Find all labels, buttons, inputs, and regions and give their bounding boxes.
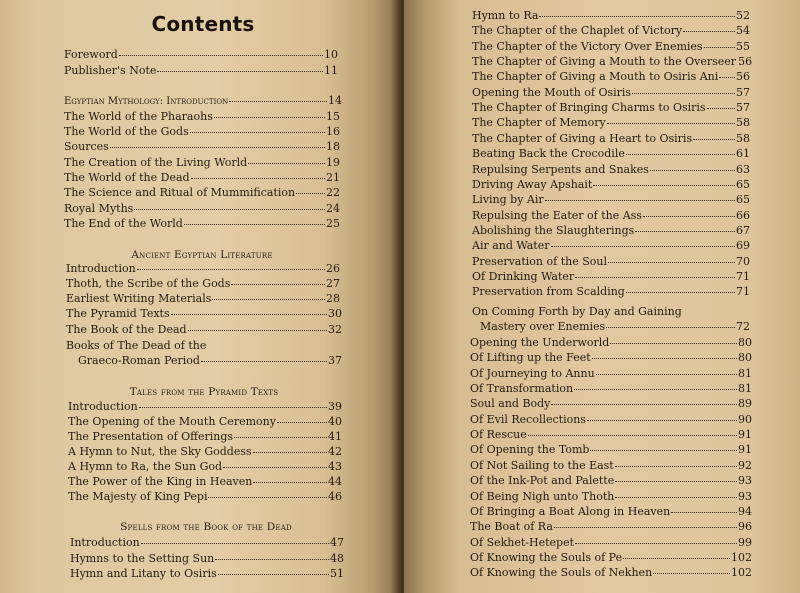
- entry-page: 81: [738, 366, 752, 380]
- dot-leader: [707, 108, 735, 109]
- toc-entry: [470, 536, 752, 550]
- dot-leader: [253, 452, 327, 453]
- entry-page: 72: [736, 320, 750, 333]
- toc-entry: [472, 239, 750, 253]
- entry-page: 102: [731, 566, 752, 580]
- toc-entry: [472, 163, 750, 177]
- entry-title: The Power of the King in Heaven: [68, 475, 253, 488]
- entry-page: 15: [326, 110, 340, 123]
- dot-leader: [635, 231, 735, 232]
- dot-leader: [719, 77, 735, 78]
- dot-leader: [610, 343, 737, 344]
- entry-title: Of Bringing a Boat Along in Heaven: [470, 504, 671, 518]
- section-heading: Spells from the Book of the Dead: [120, 521, 292, 533]
- dot-leader: [623, 558, 730, 559]
- dot-leader: [606, 327, 735, 328]
- entry-page: 71: [736, 269, 750, 283]
- dot-leader: [214, 117, 325, 118]
- entry-page: 11: [324, 64, 338, 77]
- entry-page: 71: [736, 285, 750, 299]
- dot-leader: [296, 193, 325, 194]
- toc-entry: [66, 277, 340, 291]
- page-title: Contents: [151, 12, 255, 36]
- toc-entry: [472, 86, 750, 100]
- entry-title: Living by Air: [472, 193, 544, 207]
- entry-title: The Chapter of the Chaplet of Victory: [472, 24, 683, 38]
- entry-title: The World of the Gods: [64, 125, 189, 138]
- toc-entry: [470, 367, 752, 381]
- entry-title: The Chapter of Giving a Mouth to the Overseer: [472, 55, 737, 69]
- toc-entry: [470, 413, 752, 427]
- toc-entry: [64, 156, 340, 170]
- dot-leader: [626, 154, 735, 155]
- dot-leader: [528, 435, 737, 436]
- toc-entry: [470, 336, 752, 350]
- dot-leader: [671, 512, 737, 513]
- dot-leader: [229, 101, 327, 102]
- toc-entry: [472, 101, 750, 115]
- entry-title: The Book of the Dead: [66, 323, 187, 336]
- entry-page: 37: [328, 354, 342, 367]
- entry-title-line1: On Coming Forth by Day and Gaining: [472, 305, 682, 318]
- toc-entry: [472, 270, 750, 284]
- entry-page: 56: [736, 70, 750, 84]
- dot-leader: [248, 163, 325, 164]
- dot-leader: [607, 123, 735, 124]
- dot-leader: [683, 31, 735, 32]
- dot-leader: [653, 573, 730, 574]
- entry-page: 91: [738, 428, 752, 442]
- entry-title: The Chapter of Giving a Mouth to Osiris Ani: [472, 70, 719, 84]
- toc-entry: [472, 285, 750, 299]
- dot-leader: [539, 16, 735, 17]
- dot-leader: [554, 527, 737, 528]
- entry-page: 42: [328, 445, 342, 458]
- entry-page: 91: [738, 443, 752, 457]
- section-heading: Ancient Egyptian Literature: [131, 249, 273, 261]
- dot-leader: [650, 170, 735, 171]
- dot-leader: [141, 543, 329, 544]
- toc-entry: [64, 64, 338, 78]
- entry-page: 61: [736, 147, 750, 161]
- dot-leader: [632, 93, 735, 94]
- entry-title-line2: Mastery over Enemies: [480, 320, 606, 333]
- dot-leader: [615, 466, 737, 467]
- entry-title: Of Not Sailing to the East: [470, 458, 614, 472]
- toc-entry: [64, 186, 340, 200]
- entry-page: 30: [328, 307, 342, 320]
- entry-title: The End of the World: [64, 217, 183, 230]
- entry-page: 80: [738, 351, 752, 365]
- toc-entry: [470, 520, 752, 534]
- entry-page: 90: [738, 412, 752, 426]
- entry-page: 80: [738, 336, 752, 349]
- dot-leader: [596, 374, 737, 375]
- toc-entry: [66, 307, 342, 321]
- entry-page: 65: [736, 177, 750, 191]
- entry-page: 24: [326, 202, 340, 215]
- entry-title: Air and Water: [472, 239, 550, 253]
- entry-page: 18: [326, 140, 340, 153]
- toc-entry: [470, 566, 752, 580]
- section-heading: Tales from the Pyramid Texts: [129, 386, 279, 398]
- toc-entry: [68, 400, 342, 414]
- entry-title: Repulsing the Eater of the Ass: [472, 208, 642, 222]
- entry-page: 22: [326, 186, 340, 199]
- dot-leader: [693, 139, 735, 140]
- entry-page: 57: [736, 101, 750, 115]
- entry-title: Of Rescue: [470, 428, 527, 442]
- toc-entry: [480, 320, 750, 334]
- toc-entry: [470, 382, 752, 396]
- dot-leader: [551, 246, 736, 247]
- dot-leader: [575, 277, 735, 278]
- entry-page: 93: [738, 474, 752, 488]
- toc-entry: [64, 94, 342, 109]
- entry-title: Soul and Body: [470, 397, 551, 411]
- entry-title: The World of the Dead: [64, 171, 190, 184]
- entry-page: 40: [328, 415, 342, 428]
- entry-page: 41: [328, 430, 342, 443]
- toc-entry: [472, 9, 750, 23]
- entry-page: 26: [326, 262, 340, 275]
- dot-leader: [171, 314, 327, 315]
- entry-title: Of Transformation: [470, 382, 574, 396]
- entry-title: A Hymn to Nut, the Sky Goddess: [68, 445, 252, 458]
- dot-leader: [215, 559, 329, 560]
- dot-leader: [218, 574, 329, 575]
- dot-leader: [137, 269, 325, 270]
- entry-title: Of Opening the Tomb: [470, 443, 590, 457]
- toc-entry: [64, 110, 340, 124]
- toc-entry: [472, 255, 750, 269]
- toc-entry: [470, 443, 752, 457]
- entry-page: 67: [736, 223, 750, 237]
- toc-entry: [64, 140, 340, 154]
- entry-page: 27: [326, 277, 340, 290]
- entry-title: Egyptian Mythology: Introduction: [64, 96, 229, 107]
- dot-leader: [184, 224, 325, 225]
- entry-page: 51: [330, 567, 344, 580]
- dot-leader: [551, 404, 737, 405]
- entry-title: The Creation of the Living World: [64, 156, 248, 169]
- dot-leader: [574, 389, 737, 390]
- entry-title: Of Evil Recollections: [470, 412, 586, 426]
- entry-title: Of the Ink-Pot and Palette: [470, 474, 615, 488]
- entry-title: Of Lifting up the Feet: [470, 351, 591, 365]
- dot-leader: [201, 361, 327, 362]
- toc-entry: [68, 460, 342, 474]
- dot-leader: [212, 299, 325, 300]
- right-page: [404, 0, 800, 593]
- entry-title: Of Sekhet-Hetepet: [470, 535, 575, 549]
- entry-page: 46: [328, 490, 342, 503]
- dot-leader: [545, 200, 735, 201]
- toc-entry: [472, 132, 750, 146]
- toc-entry: [472, 209, 750, 223]
- toc-entry: [70, 536, 344, 550]
- entry-page: 10: [324, 48, 338, 61]
- dot-leader: [608, 262, 735, 263]
- dot-leader: [615, 497, 737, 498]
- entry-page: 55: [736, 39, 750, 53]
- entry-title: Sources: [64, 140, 109, 153]
- toc-entry: [70, 567, 344, 581]
- dot-leader: [191, 178, 325, 179]
- dot-leader: [575, 543, 737, 544]
- toc-entry: [64, 202, 340, 216]
- entry-title: Introduction: [66, 262, 136, 275]
- toc-entry: [70, 552, 344, 566]
- entry-page: 47: [330, 536, 344, 549]
- toc-entry: [472, 55, 753, 69]
- toc-entry: [472, 116, 750, 130]
- toc-entry: [66, 323, 342, 337]
- dot-leader: [587, 420, 737, 421]
- entry-page: 39: [328, 400, 342, 413]
- dot-leader: [119, 55, 323, 56]
- entry-page: 32: [328, 323, 342, 336]
- dot-leader: [253, 482, 327, 483]
- entry-page: 28: [326, 292, 340, 305]
- entry-title: Of Knowing the Souls of Pe: [470, 550, 623, 564]
- left-page: [0, 0, 396, 593]
- entry-title: Opening the Mouth of Osiris: [472, 85, 632, 99]
- dot-leader: [590, 450, 737, 451]
- dot-leader: [234, 437, 327, 438]
- toc-entry: [472, 40, 750, 54]
- toc-entry: [68, 475, 342, 489]
- entry-page: 96: [738, 520, 752, 534]
- entry-page: 69: [736, 239, 750, 253]
- entry-page: 25: [326, 217, 340, 230]
- entry-page: 81: [738, 382, 752, 396]
- entry-title: Preservation from Scalding: [472, 285, 625, 299]
- dot-leader: [188, 330, 327, 331]
- toc-entry: [472, 193, 750, 207]
- entry-title: The Majesty of King Pepi: [68, 490, 208, 503]
- entry-page: 43: [328, 460, 342, 473]
- dot-leader: [615, 481, 737, 482]
- entry-title: The Opening of the Mouth Ceremony: [68, 415, 276, 428]
- toc-entry: [470, 397, 752, 411]
- entry-title: The Chapter of Giving a Heart to Osiris: [472, 131, 693, 145]
- dot-leader: [208, 497, 327, 498]
- toc-entry: [68, 415, 342, 429]
- entry-page: 102: [731, 550, 752, 564]
- toc-entry: [472, 24, 750, 38]
- entry-page: 89: [738, 397, 752, 411]
- toc-entry: [64, 217, 340, 231]
- dot-leader: [592, 358, 737, 359]
- entry-title: The Presentation of Offerings: [68, 430, 234, 443]
- entry-page: 16: [326, 125, 340, 138]
- entry-title: Publisher's Note: [64, 64, 157, 77]
- entry-page: 63: [736, 162, 750, 176]
- dot-leader: [190, 132, 325, 133]
- entry-title: Introduction: [68, 400, 138, 413]
- entry-title: Thoth, the Scribe of the Gods: [66, 277, 231, 290]
- entry-page: 70: [736, 254, 750, 268]
- entry-page: 52: [736, 9, 750, 22]
- entry-title: The Chapter of Memory: [472, 116, 606, 130]
- dot-leader: [134, 209, 325, 210]
- entry-title: The Chapter of the Victory Over Enemies: [472, 39, 703, 53]
- toc-entry: [470, 474, 752, 488]
- entry-page: 65: [736, 193, 750, 207]
- toc-entry: [68, 490, 342, 504]
- entry-title-line2: Graeco-Roman Period: [78, 354, 200, 367]
- dot-leader: [223, 467, 327, 468]
- entry-title: Hymn to Ra: [472, 9, 539, 22]
- toc-entry: [472, 70, 750, 84]
- toc-entry: [68, 430, 342, 444]
- entry-page: 58: [736, 131, 750, 145]
- dot-leader: [626, 292, 735, 293]
- toc-entry: [78, 354, 342, 368]
- entry-page: 57: [736, 85, 750, 99]
- entry-title: Driving Away Apshait: [472, 177, 593, 191]
- entry-title: The Chapter of Bringing Charms to Osiris: [472, 101, 706, 115]
- entry-page: 99: [738, 535, 752, 549]
- entry-title-line1: Books of The Dead of the: [66, 339, 207, 352]
- entry-title: Preservation of the Soul: [472, 254, 607, 268]
- entry-title: Of Knowing the Souls of Nekhen: [470, 566, 653, 580]
- dot-leader: [277, 422, 327, 423]
- entry-title: Repulsing Serpents and Snakes: [472, 162, 649, 176]
- entry-page: 48: [330, 552, 344, 565]
- entry-page: 44: [328, 475, 342, 488]
- toc-entry: [66, 262, 340, 276]
- toc-entry: [470, 551, 752, 565]
- entry-page: 14: [328, 94, 342, 107]
- entry-title: Of Drinking Water: [472, 269, 575, 283]
- entry-title: Beating Back the Crocodile: [472, 147, 625, 161]
- dot-leader: [593, 185, 735, 186]
- entry-title: Opening the Underworld: [470, 336, 610, 349]
- entry-title: The Pyramid Texts: [66, 307, 170, 320]
- entry-title: A Hymn to Ra, the Sun God: [68, 460, 223, 473]
- entry-page: 58: [736, 116, 750, 130]
- entry-title: Introduction: [70, 536, 140, 549]
- entry-title: The World of the Pharaohs: [64, 110, 213, 123]
- toc-entry: [470, 428, 752, 442]
- toc-entry: [68, 445, 342, 459]
- dot-leader: [704, 47, 735, 48]
- entry-page: 21: [326, 171, 340, 184]
- dot-leader: [110, 147, 325, 148]
- toc-entry: [472, 224, 750, 238]
- entry-title: Of Being Nigh unto Thoth: [470, 489, 615, 503]
- entry-title: Royal Myths: [64, 202, 134, 215]
- toc-entry: [470, 490, 752, 504]
- entry-title: Earliest Writing Materials: [66, 292, 212, 305]
- entry-title: The Boat of Ra: [470, 520, 553, 534]
- toc-entry: [64, 48, 338, 62]
- entry-title: Hymns to the Setting Sun: [70, 552, 215, 565]
- toc-entry: [470, 459, 752, 473]
- toc-entry: [64, 171, 340, 185]
- dot-leader: [231, 284, 325, 285]
- toc-entry: [472, 147, 750, 161]
- entry-page: 92: [738, 458, 752, 472]
- entry-title: The Science and Ritual of Mummification: [64, 186, 296, 199]
- entry-page: 54: [736, 24, 750, 38]
- dot-leader: [643, 216, 735, 217]
- entry-title: Hymn and Litany to Osiris: [70, 567, 217, 580]
- toc-entry: [64, 125, 340, 139]
- toc-entry: [66, 292, 340, 306]
- entry-page: 19: [326, 156, 340, 169]
- toc-entry: [470, 505, 752, 519]
- entry-page: 56: [738, 55, 753, 69]
- entry-title: Of Journeying to Annu: [470, 366, 595, 380]
- dot-leader: [139, 407, 327, 408]
- entry-page: 93: [738, 489, 752, 503]
- entry-title: Abolishing the Slaughterings: [472, 223, 635, 237]
- toc-entry: [470, 351, 752, 365]
- dot-leader: [157, 71, 323, 72]
- entry-page: 94: [738, 504, 752, 518]
- entry-title: Foreword: [64, 48, 118, 61]
- entry-page: 66: [736, 208, 750, 222]
- toc-entry: [472, 178, 750, 192]
